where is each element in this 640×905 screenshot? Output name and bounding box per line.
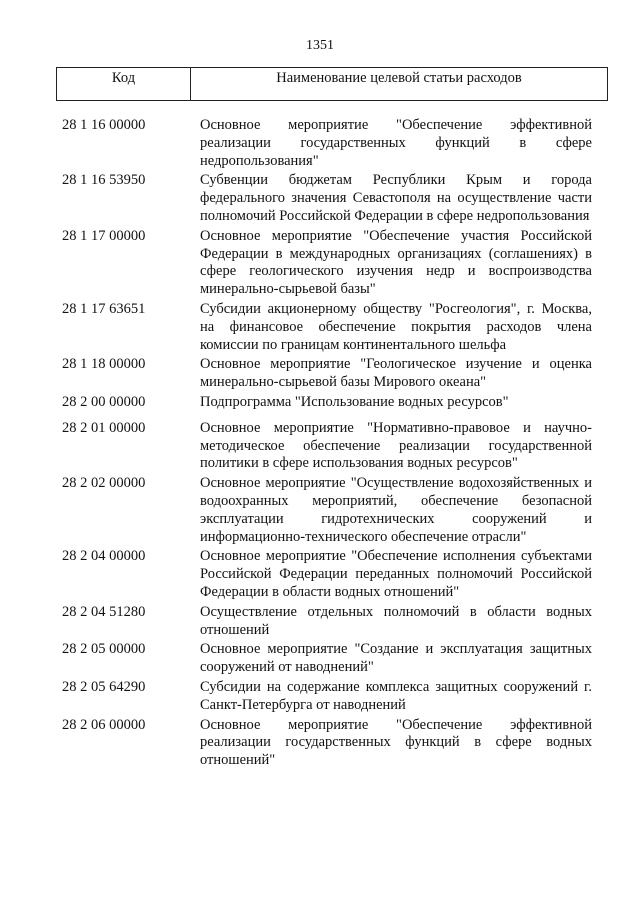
row-code: 28 2 04 51280 bbox=[62, 603, 146, 620]
table-row bbox=[62, 172, 592, 225]
row-code: 28 1 17 00000 bbox=[62, 227, 146, 244]
row-name: Субсидии акционерному обществу "Росгеология", г. Москва, на финансовое обеспечение покрытия расходов члена комиссии по границам континентального шельфа bbox=[200, 300, 592, 353]
row-code: 28 1 16 00000 bbox=[62, 117, 146, 133]
row-name: Осуществление отдельных полномочий в области водных отношений bbox=[200, 603, 592, 638]
row-name: Основное мероприятие "Обеспечение исполнения субъектами Российской Федерации переданных полномочий Российской Федерации в области водных отношений" bbox=[200, 548, 592, 600]
row-name: Основное мероприятие "Геологическое изучение и оценка минерально-сырьевой базы Мирового океана" bbox=[200, 356, 592, 391]
table-row bbox=[62, 228, 592, 299]
row-code: 28 2 04 00000 bbox=[62, 548, 146, 565]
row-name: Субвенции бюджетам Республики Крым и города федерального значения Севастополя на осуществление части полномочий Российской Федерации в сфере недропользования bbox=[200, 172, 592, 224]
table-header bbox=[56, 67, 608, 101]
row-code: 28 2 06 00000 bbox=[62, 716, 146, 733]
table-row bbox=[62, 420, 592, 473]
row-code: 28 2 05 00000 bbox=[62, 641, 146, 658]
row-code: 28 1 18 00000 bbox=[62, 356, 146, 373]
table-row bbox=[62, 548, 592, 601]
table-row bbox=[62, 604, 592, 640]
row-name: Основное мероприятие "Обеспечение участия Российской Федерации в международных организациях (соглашениях) в сфере геологического изучения недр и воспроизводства минерально-сырьевой базы" bbox=[200, 227, 592, 298]
row-code: 28 2 05 64290 bbox=[62, 678, 146, 695]
row-code: 28 2 00 00000 bbox=[62, 393, 146, 410]
row-code: 28 2 02 00000 bbox=[62, 475, 146, 492]
page-number: 1351 bbox=[306, 38, 334, 53]
table-row bbox=[62, 394, 592, 412]
row-code: 28 1 16 53950 bbox=[62, 172, 146, 189]
table-row bbox=[62, 717, 592, 770]
row-name: Основное мероприятие "Обеспечение эффективной реализации государственных функций в сфере водных отношений" bbox=[200, 716, 592, 769]
table-row bbox=[62, 301, 592, 354]
table-row bbox=[62, 117, 592, 170]
table-row bbox=[62, 356, 592, 392]
row-name: Основное мероприятие "Обеспечение эффективной реализации государственных функций в сфере недропользования" bbox=[200, 117, 592, 169]
row-name: Основное мероприятие "Создание и эксплуатация защитных сооружений от наводнений" bbox=[200, 641, 592, 676]
row-name: Подпрограмма "Использование водных ресурсов" bbox=[200, 393, 509, 410]
table-row bbox=[62, 679, 592, 715]
table-row bbox=[62, 641, 592, 677]
column-header-name: Наименование целевой статьи расходов bbox=[276, 70, 522, 86]
column-header-code: Код bbox=[57, 68, 191, 100]
table-body bbox=[62, 117, 592, 772]
row-code: 28 1 17 63651 bbox=[62, 300, 146, 317]
row-name: Субсидии на содержание комплекса защитных сооружений г. Санкт-Петербурга от наводнений bbox=[200, 678, 592, 713]
row-code: 28 2 01 00000 bbox=[62, 419, 146, 436]
row-name: Основное мероприятие "Осуществление водохозяйственных и водоохранных мероприятий, обеспечение безопасной эксплуатации гидротехнических сооружений и информационно-технического обеспечение отрасли" bbox=[200, 475, 592, 545]
table-row bbox=[62, 475, 592, 546]
row-name: Основное мероприятие "Нормативно-правовое и научно-методическое обеспечение реализации государственной политики в сфере использования водных ресурсов" bbox=[200, 419, 592, 472]
